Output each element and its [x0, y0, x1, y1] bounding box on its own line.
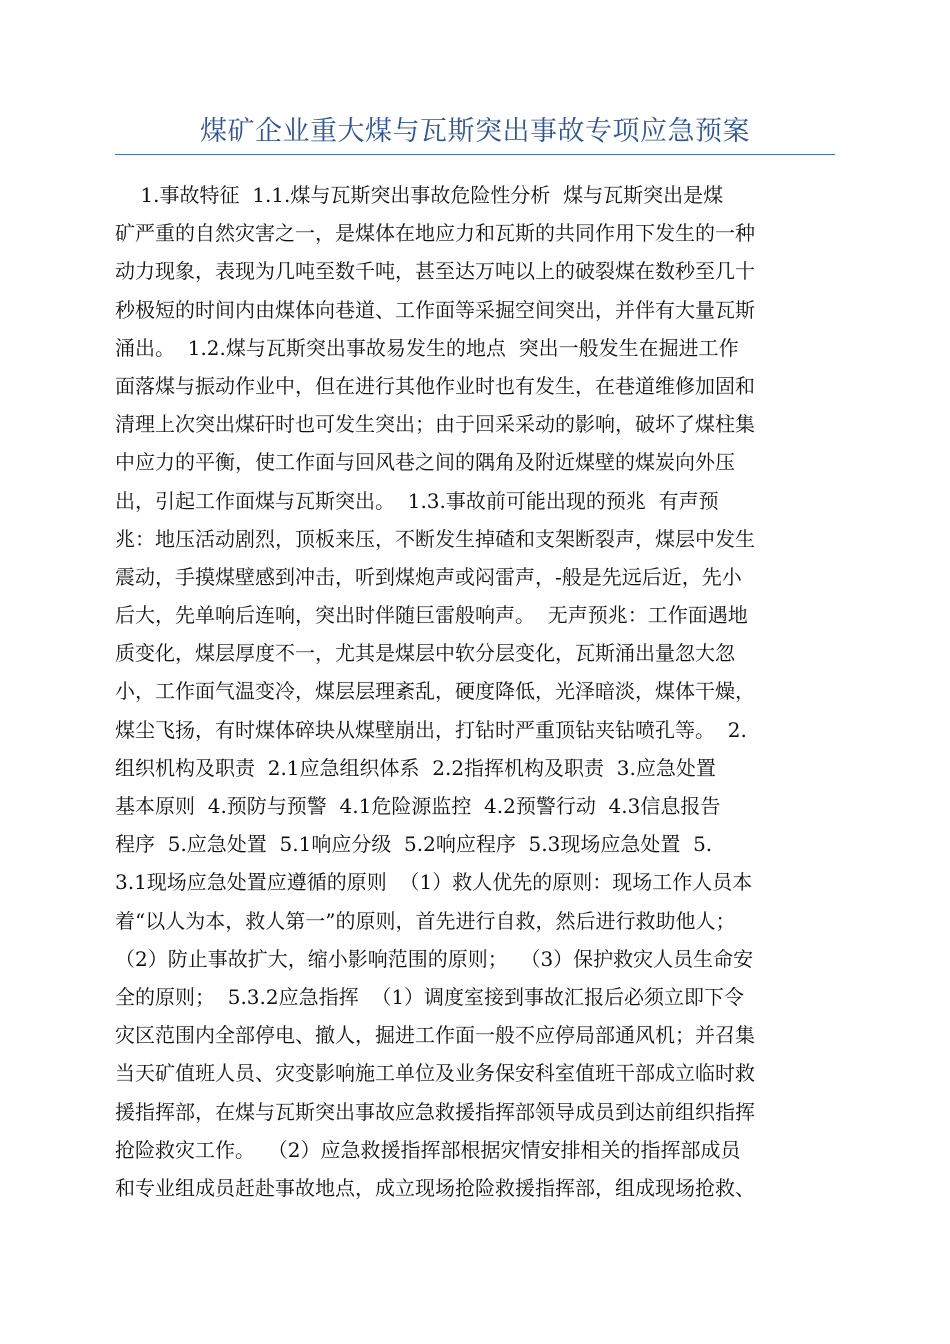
body-line: 当天矿值班人员、灾变影响施工单位及业务保安科室值班干部成立临时救 [115, 1061, 755, 1086]
body-line: 兆：地压活动剧烈，顶板来压，不断发生掉碴和支架断裂声，煤层中发生 [115, 526, 755, 551]
body-line: 灾区范围内全部停电、撤人，掘进工作面一般不应停局部通风机；并召集 [115, 1023, 755, 1048]
body-line: 小，工作面气温变冷，煤层层理紊乱，硬度降低，光泽暗淡，煤体干燥， [115, 679, 755, 704]
body-line: 矿严重的自然灾害之一，是煤体在地应力和瓦斯的共同作用下发生的一种 [115, 221, 755, 246]
title-underline [115, 154, 835, 155]
body-line: 后大，先单响后连响，突出时伴随巨雷般响声。 无声预兆：工作面遇地 [115, 603, 748, 628]
document-body [115, 176, 835, 1207]
body-line: 震动，手摸煤壁感到冲击，听到煤炮声或闷雷声，-般是先远后近，先小 [115, 564, 742, 589]
body-line: 质变化，煤层厚度不一，尤其是煤层中软分层变化，瓦斯涌出量忽大忽 [115, 641, 735, 666]
body-line: 动力现象，表现为几吨至数千吨，甚至达万吨以上的破裂煤在数秒至几十 [115, 259, 755, 284]
body-line: 涌出。 1.2.煤与瓦斯突出事故易发生的地点 突出一般发生在掘进工作 [115, 335, 739, 360]
body-line: 着“以人为本，救人第一”的原则，首先进行自救，然后进行救助他人； [115, 908, 736, 933]
body-line: 程序 5.应急处置 5.1响应分级 5.2响应程序 5.3现场应急处置 5. [115, 832, 713, 857]
body-line: 组织机构及职责 2.1应急组织体系 2.2指挥机构及职责 3.应急处置 [115, 755, 716, 780]
body-line: 1.事故特征 1.1.煤与瓦斯突出事故危险性分析 煤与瓦斯突出是煤 [115, 183, 724, 207]
body-line: 全的原则； 5.3.2应急指挥 （1）调度室接到事故汇报后必须立即下令 [115, 984, 745, 1009]
body-line: 出，引起工作面煤与瓦斯突出。 1.3.事故前可能出现的预兆 有声预 [115, 488, 719, 513]
body-line: 中应力的平衡，使工作面与回风巷之间的隅角及附近煤壁的煤炭向外压 [115, 450, 735, 475]
body-line: 基本原则 4.预防与预警 4.1危险源监控 4.2预警行动 4.3信息报告 [115, 794, 721, 818]
body-line: 清理上次突出煤矸时也可发生突出；由于回采采动的影响，破坏了煤柱集 [115, 412, 755, 437]
body-line: 抢险救灾工作。 （2）应急救援指挥部根据灾情安排相关的指挥部成员 [115, 1137, 741, 1162]
body-line: 煤尘飞扬，有时煤体碎块从煤壁崩出，打钻时严重顶钻夹钻喷孔等。 2. [115, 717, 747, 742]
body-line: 援指挥部，在煤与瓦斯突出事故应急救援指挥部领导成员到达前组织指挥 [115, 1099, 755, 1124]
body-line: 和专业组成员赶赴事故地点，成立现场抢险救援指挥部，组成现场抢救、 [115, 1175, 755, 1200]
document-title: 煤矿企业重大煤与瓦斯突出事故专项应急预案 [200, 116, 750, 147]
body-line: 3.1现场应急处置应遵循的原则 （1）救人优先的原则：现场工作人员本 [115, 870, 753, 895]
body-line: 面落煤与振动作业中，但在进行其他作业时也有发生，在巷道维修加固和 [115, 373, 755, 398]
body-line: 秒极短的时间内由煤体向巷道、工作面等采掘空间突出，并伴有大量瓦斯 [115, 297, 755, 322]
body-line: （2）防止事故扩大，缩小影响范围的原则； （3）保护救灾人员生命安 [115, 946, 754, 971]
